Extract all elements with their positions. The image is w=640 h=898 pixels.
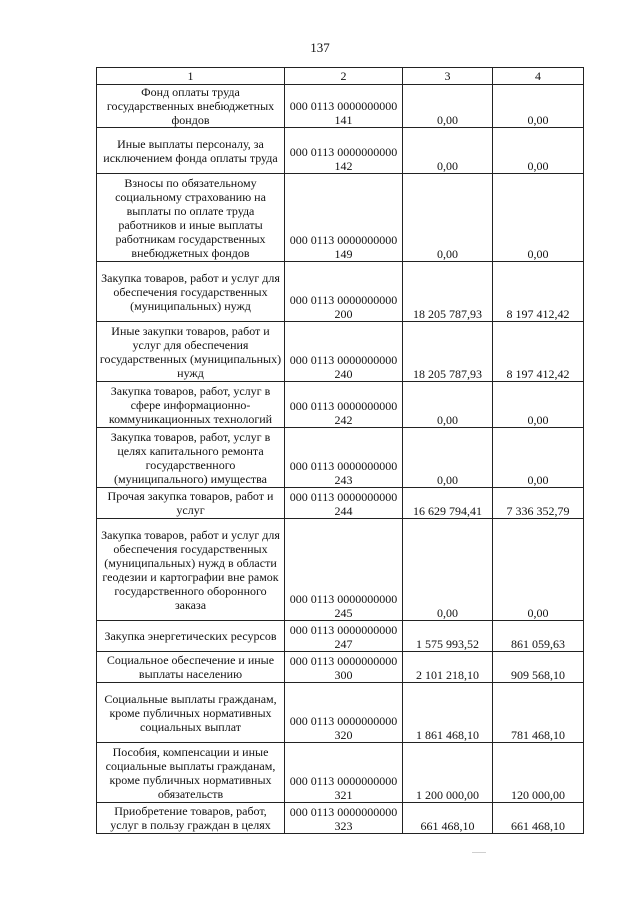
- table-row: [97, 262, 584, 322]
- column-header-3: 3: [403, 68, 493, 85]
- table-row: [97, 428, 584, 488]
- table-row: [97, 382, 584, 428]
- value-col-3: 0,00: [403, 428, 493, 488]
- value-col-3: 18 205 787,93: [403, 262, 493, 322]
- row-code: [285, 652, 403, 683]
- code-prefix: 000 0113 0000000000: [289, 353, 398, 367]
- table-row: [97, 803, 584, 834]
- code-prefix: 000 0113 0000000000: [289, 654, 398, 668]
- row-code: [285, 428, 403, 488]
- code-prefix: 000 0113 0000000000: [289, 623, 398, 637]
- row-name: Закупка товаров, работ и услуг для обеспечения государственных (муниципальных) нужд в области геодезии и картографии вне рамок государственного оборонного заказа: [97, 519, 285, 621]
- value-col-3: 0,00: [403, 174, 493, 262]
- row-name: Социальные выплаты гражданам, кроме публичных нормативных социальных выплат: [97, 683, 285, 743]
- row-name: Закупка энергетических ресурсов: [97, 621, 285, 652]
- row-code: [285, 519, 403, 621]
- row-code: [285, 85, 403, 128]
- value-col-4: 0,00: [493, 174, 584, 262]
- header-row: [97, 68, 584, 85]
- code-suffix: 244: [334, 504, 353, 518]
- value-col-4: 0,00: [493, 428, 584, 488]
- table-row: [97, 652, 584, 683]
- row-name: Иные выплаты персоналу, за исключением фонда оплаты труда: [97, 128, 285, 174]
- value-col-3: 1 861 468,10: [403, 683, 493, 743]
- value-col-4: 7 336 352,79: [493, 488, 584, 519]
- column-header-4: 4: [493, 68, 584, 85]
- value-col-3: 0,00: [403, 128, 493, 174]
- row-name: Пособия, компенсации и иные социальные выплаты гражданам, кроме публичных нормативных обязательств: [97, 743, 285, 803]
- value-col-4: 0,00: [493, 85, 584, 128]
- value-col-4: 661 468,10: [493, 803, 584, 834]
- column-header-2: 2: [285, 68, 403, 85]
- scan-artifact: [472, 852, 486, 853]
- code-prefix: 000 0113 0000000000: [289, 145, 398, 159]
- code-suffix: 300: [334, 668, 353, 682]
- value-col-4: 909 568,10: [493, 652, 584, 683]
- row-name: Иные закупки товаров, работ и услуг для обеспечения государственных (муниципальных) нужд: [97, 322, 285, 382]
- table-row: [97, 174, 584, 262]
- table-row: [97, 621, 584, 652]
- row-name: Приобретение товаров, работ, услуг в пользу граждан в целях: [97, 803, 285, 834]
- code-suffix: 321: [334, 788, 353, 802]
- row-name: Прочая закупка товаров, работ и услуг: [97, 488, 285, 519]
- row-code: [285, 382, 403, 428]
- table-row: [97, 85, 584, 128]
- code-suffix: 245: [334, 606, 353, 620]
- page-number: 137: [310, 40, 330, 55]
- code-suffix: 247: [334, 637, 353, 651]
- code-suffix: 240: [334, 367, 353, 381]
- value-col-3: 1 200 000,00: [403, 743, 493, 803]
- value-col-4: 0,00: [493, 128, 584, 174]
- value-col-3: 16 629 794,41: [403, 488, 493, 519]
- value-col-3: 661 468,10: [403, 803, 493, 834]
- row-code: [285, 743, 403, 803]
- value-col-4: 0,00: [493, 382, 584, 428]
- value-col-3: 0,00: [403, 85, 493, 128]
- code-prefix: 000 0113 0000000000: [289, 774, 398, 788]
- row-code: [285, 262, 403, 322]
- row-name: Закупка товаров, работ, услуг в целях капитального ремонта государственного (муниципального) имущества: [97, 428, 285, 488]
- table-row: [97, 128, 584, 174]
- value-col-4: 8 197 412,42: [493, 322, 584, 382]
- value-col-4: 120 000,00: [493, 743, 584, 803]
- row-name: Социальное обеспечение и иные выплаты населению: [97, 652, 285, 683]
- code-prefix: 000 0113 0000000000: [289, 399, 398, 413]
- row-name: Взносы по обязательному социальному страхованию на выплаты по оплате труда работников и иные выплаты работникам государственных внебюджетных фондов: [97, 174, 285, 262]
- code-suffix: 243: [334, 473, 353, 487]
- code-prefix: 000 0113 0000000000: [289, 233, 398, 247]
- code-suffix: 141: [334, 113, 353, 127]
- code-prefix: 000 0113 0000000000: [289, 293, 398, 307]
- row-code: [285, 683, 403, 743]
- column-header-1: 1: [97, 68, 285, 85]
- row-code: [285, 803, 403, 834]
- code-prefix: 000 0113 0000000000: [289, 490, 398, 504]
- code-prefix: 000 0113 0000000000: [289, 459, 398, 473]
- table-row: [97, 488, 584, 519]
- code-suffix: 323: [334, 819, 353, 833]
- code-prefix: 000 0113 0000000000: [289, 714, 398, 728]
- code-suffix: 149: [334, 247, 353, 261]
- value-col-4: 0,00: [493, 519, 584, 621]
- code-prefix: 000 0113 0000000000: [289, 805, 398, 819]
- value-col-3: 0,00: [403, 519, 493, 621]
- row-name: Закупка товаров, работ, услуг в сфере информационно-коммуникационных технологий: [97, 382, 285, 428]
- row-code: [285, 174, 403, 262]
- code-suffix: 242: [334, 413, 353, 427]
- table-row: [97, 322, 584, 382]
- row-name: Фонд оплаты труда государственных внебюджетных фондов: [97, 85, 285, 128]
- value-col-4: 8 197 412,42: [493, 262, 584, 322]
- budget-table: [96, 67, 584, 834]
- code-suffix: 320: [334, 728, 353, 742]
- row-name: Закупка товаров, работ и услуг для обеспечения государственных (муниципальных) нужд: [97, 262, 285, 322]
- table-row: [97, 743, 584, 803]
- value-col-3: 2 101 218,10: [403, 652, 493, 683]
- value-col-4: 781 468,10: [493, 683, 584, 743]
- row-code: [285, 128, 403, 174]
- table-row: [97, 519, 584, 621]
- value-col-4: 861 059,63: [493, 621, 584, 652]
- row-code: [285, 621, 403, 652]
- value-col-3: 1 575 993,52: [403, 621, 493, 652]
- row-code: [285, 488, 403, 519]
- code-suffix: 200: [334, 307, 353, 321]
- code-prefix: 000 0113 0000000000: [289, 592, 398, 606]
- code-prefix: 000 0113 0000000000: [289, 99, 398, 113]
- value-col-3: 0,00: [403, 382, 493, 428]
- value-col-3: 18 205 787,93: [403, 322, 493, 382]
- code-suffix: 142: [334, 159, 353, 173]
- row-code: [285, 322, 403, 382]
- table-row: [97, 683, 584, 743]
